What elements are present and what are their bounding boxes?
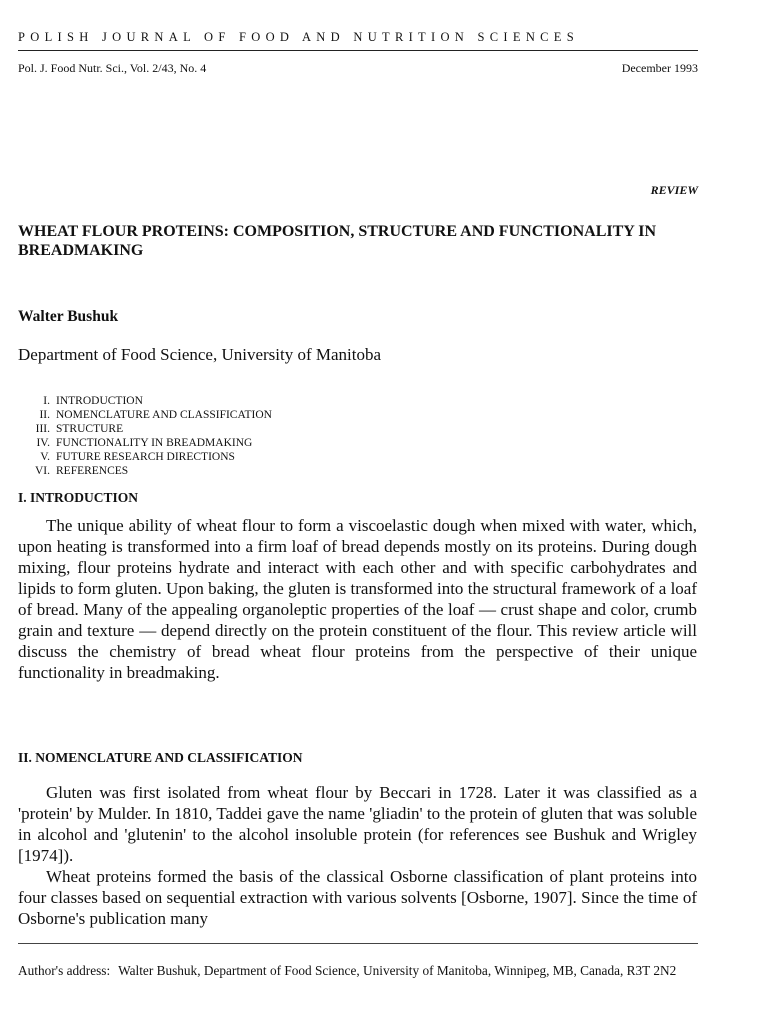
section-body-introduction [18, 515, 697, 683]
toc-label: NOMENCLATURE AND CLASSIFICATION [56, 409, 272, 421]
table-of-contents [28, 394, 428, 478]
toc-number: I. [43, 395, 50, 407]
header-rule [18, 50, 698, 51]
issue-date: December 1993 [621, 61, 698, 75]
toc-number: II. [39, 409, 50, 421]
paragraph: Gluten was first isolated from wheat flour by Beccari in 1728. Later it was classified as a 'protein' by Mulder. In 1810, Taddei gave the name 'gliadin' to the protein of gluten that was soluble in alcohol and 'glutenin' to the alcohol insoluble protein (for references see Bushuk and Wrigley [1974]). [18, 783, 697, 865]
toc-item [28, 464, 428, 478]
toc-number: IV. [36, 437, 50, 449]
paragraph: The unique ability of wheat flour to form a viscoelastic dough when mixed with water, which, upon heating is transformed into a firm loaf of bread depends mostly on its proteins. During dough mixing, flour proteins hydrate and interact with each other and with specific carbohydrates and lipids to form gluten. Upon baking, the gluten is transformed into the structural framework of a loaf of bread. Many of the appealing organoleptic properties of the loaf — crust shape and color, crumb grain and texture — depend directly on the protein constituent of the flour. This review article will discuss the chemistry of bread wheat flour proteins from the perspective of their unique functionality in breadmaking. [18, 516, 697, 682]
section-body-nomenclature [18, 782, 697, 929]
footnote-rule [18, 943, 698, 944]
footnote-text: Walter Bushuk, Department of Food Science, University of Manitoba, Winnipeg, MB, Canada, R3T 2N2 [118, 963, 677, 978]
toc-item [28, 394, 428, 408]
footnote-label: Author's address: [18, 963, 111, 978]
article-title: WHEAT FLOUR PROTEINS: COMPOSITION, STRUCTURE AND FUNCTIONALITY IN BREADMAKING [18, 223, 657, 259]
article-type: REVIEW [650, 183, 698, 197]
toc-label: FUNCTIONALITY IN BREADMAKING [56, 437, 253, 449]
toc-number: VI. [34, 465, 50, 477]
toc-item [28, 436, 428, 450]
toc-item [28, 450, 428, 464]
footnote [18, 962, 698, 979]
toc-label: STRUCTURE [56, 423, 124, 435]
journal-name: POLISH JOURNAL OF FOOD AND NUTRITION SCIENCES [18, 30, 579, 44]
section-heading-introduction: I. INTRODUCTION [18, 490, 139, 505]
toc-item [28, 422, 428, 436]
paragraph: Wheat proteins formed the basis of the classical Osborne classification of plant proteins into four classes based on sequential extraction with various solvents [Osborne, 1907]. Since the time of Osborne's publication many [18, 867, 697, 928]
toc-label: INTRODUCTION [56, 395, 143, 407]
author-affiliation: Department of Food Science, University of Manitoba [18, 345, 382, 364]
toc-item [28, 408, 428, 422]
toc-label: FUTURE RESEARCH DIRECTIONS [56, 451, 235, 463]
toc-number: V. [40, 451, 50, 463]
toc-label: REFERENCES [56, 465, 129, 477]
journal-citation: Pol. J. Food Nutr. Sci., Vol. 2/43, No. 4 [18, 61, 207, 75]
author-name: Walter Bushuk [18, 308, 119, 325]
toc-number: III. [35, 423, 50, 435]
section-heading-nomenclature: II. NOMENCLATURE AND CLASSIFICATION [18, 750, 303, 765]
